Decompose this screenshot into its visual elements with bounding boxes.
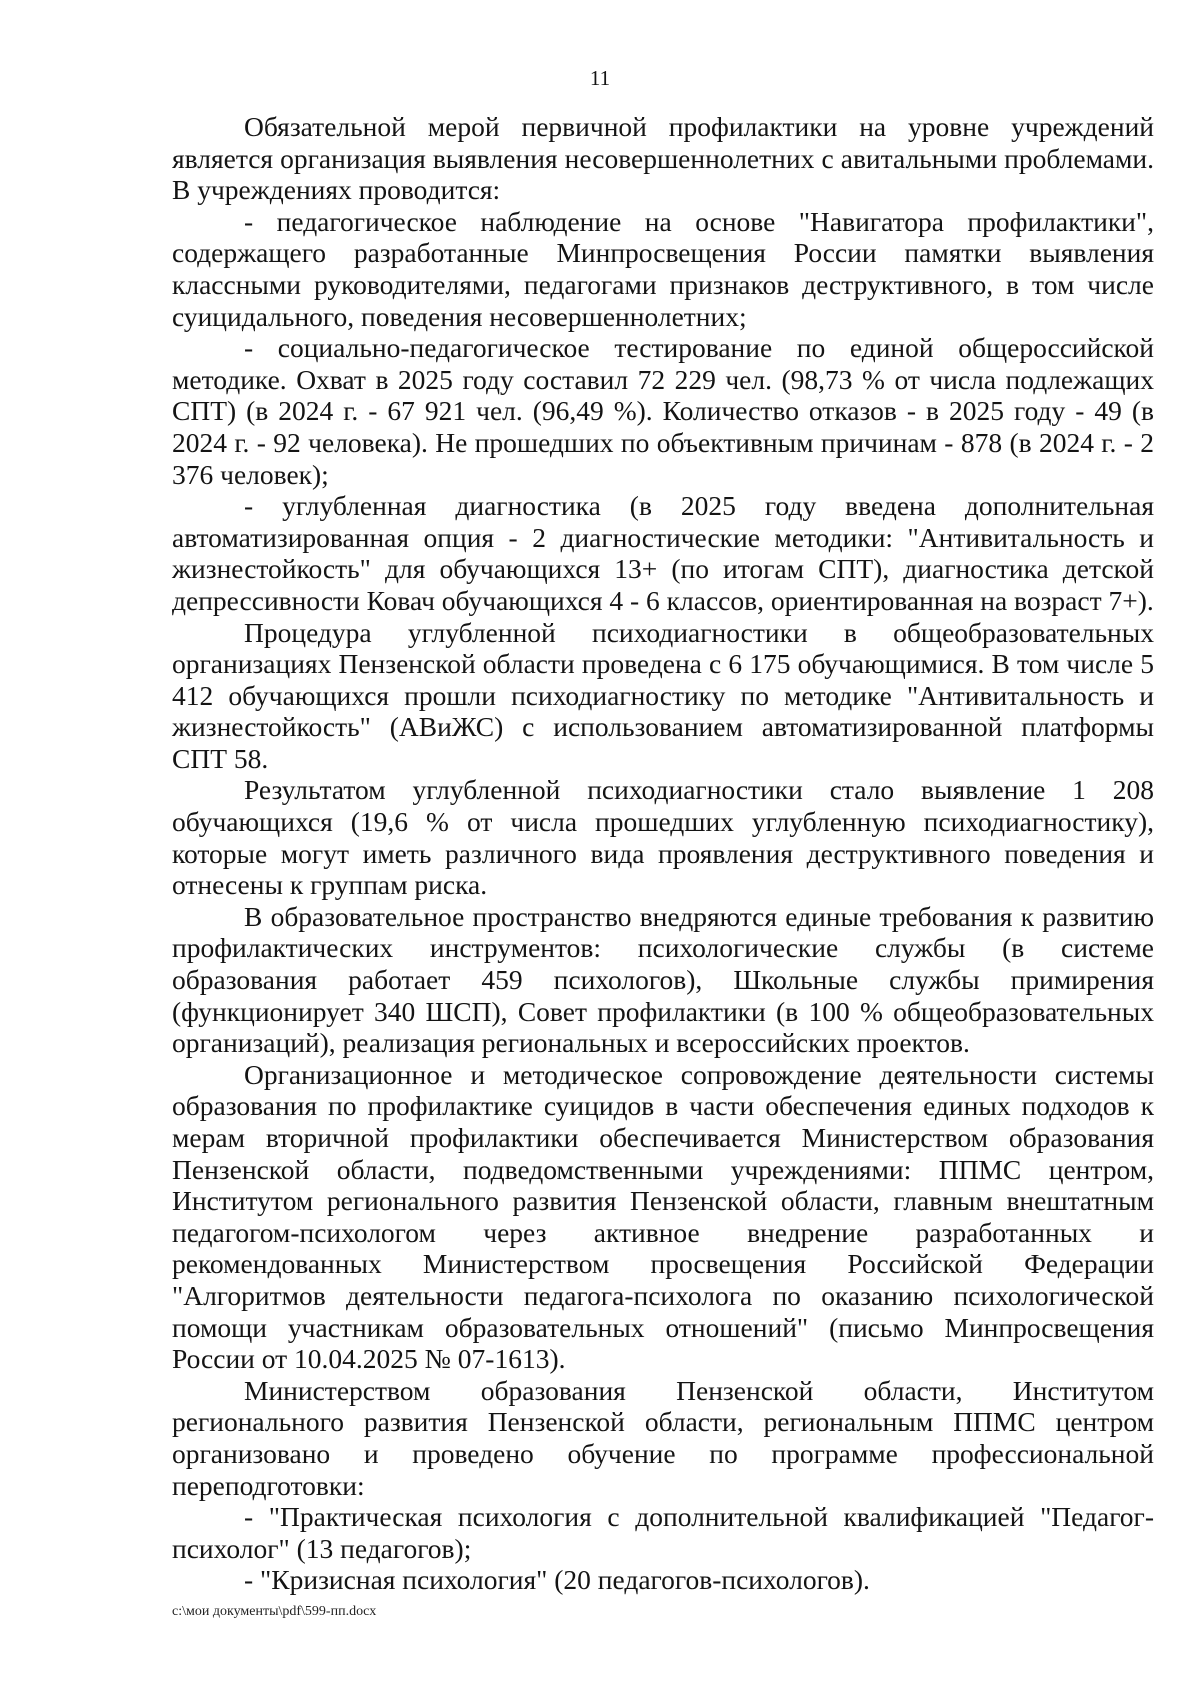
paragraph: Организационное и методическое сопровождение деятельности системы образования по профилактике суицидов в части обеспечения единых подходов к мерам вторичной профилактики обеспечивается Министерством образования Пензенской области, подведомственными учреждениями: ППМС центром, Институтом регионального развития Пензенской области, главным внештатным педагогом-психологом через активное внедрение разработанных и рекомендованных Министерством просвещения Российской Федерации "Алгоритмов деятельности педагога-психолога по оказанию психологической помощи участникам образовательных отношений" (письмо Минпросвещения России от 10.04.2025 № 07-1613). xyxy=(172,1058,1154,1375)
paragraph: Обязательной мерой первичной профилактики на уровне учреждений является организация выявления несовершеннолетних с авитальными проблемами. В учреждениях проводится: xyxy=(172,111,1154,206)
paragraph: - "Кризисная психология" (20 педагогов-психологов). xyxy=(244,1564,870,1596)
page-number: 11 xyxy=(589,66,611,90)
paragraph: - педагогическое наблюдение на основе "Навигатора профилактики", содержащего разработанные Минпросвещения России памятки выявления классными руководителями, педагогами признаков деструктивного, в том числе суицидального, поведения несовершеннолетних; xyxy=(172,205,1154,332)
paragraph: - "Практическая психология с дополнительной квалификацией "Педагог-психолог" (13 педагогов); xyxy=(172,1501,1154,1564)
paragraph: В образовательное пространство внедряются единые требования к развитию профилактических инструментов: психологические службы (в системе образования работает 459 психологов), Школьные службы примирения (функционирует 340 ШСП), Совет профилактики (в 100 % общеобразовательных организаций), реализация региональных и всероссийских проектов. xyxy=(172,900,1154,1059)
paragraph: - социально-педагогическое тестирование по единой общероссийской методике. Охват в 2025 году составил 72 229 чел. (98,73 % от числа подлежащих СПТ) (в 2024 г. - 67 921 чел. (96,49 %). Количество отказов - в 2025 году - 49 (в 2024 г. - 92 человека). Не прошедших по объективным причинам - 878 (в 2024 г. - 2 376 человек); xyxy=(172,332,1154,490)
paragraph: - углубленная диагностика (в 2025 году введена дополнительная автоматизированная опция - 2 диагностические методики: "Антивитальность и жизнестойкость" для обучающихся 13+ (по итогам СПТ), диагностика детской депрессивности Ковач обучающихся 4 - 6 классов, ориентированная на возраст 7+). xyxy=(172,490,1154,616)
paragraph: Министерством образования Пензенской области, Институтом регионального развития Пензенской области, региональным ППМС центром организовано и проведено обучение по программе профессиональной переподготовки: xyxy=(172,1374,1154,1501)
paragraph: Процедура углубленной психодиагностики в общеобразовательных организациях Пензенской области проведена с 6 175 обучающимися. В том числе 5 412 обучающихся прошли психодиагностику по методике "Антивитальность и жизнестойкость" (АВиЖС) с использованием автоматизированной платформы СПТ 58. xyxy=(172,616,1154,774)
document-body xyxy=(172,111,1154,1596)
paragraph: Результатом углубленной психодиагностики стало выявление 1 208 обучающихся (19,6 % от числа прошедших углубленную психодиагностику), которые могут иметь различного вида проявления деструктивного поведения и отнесены к группам риска. xyxy=(172,774,1154,901)
footer-file-path: c:\мои документы\pdf\599-пп.docx xyxy=(172,1604,377,1619)
